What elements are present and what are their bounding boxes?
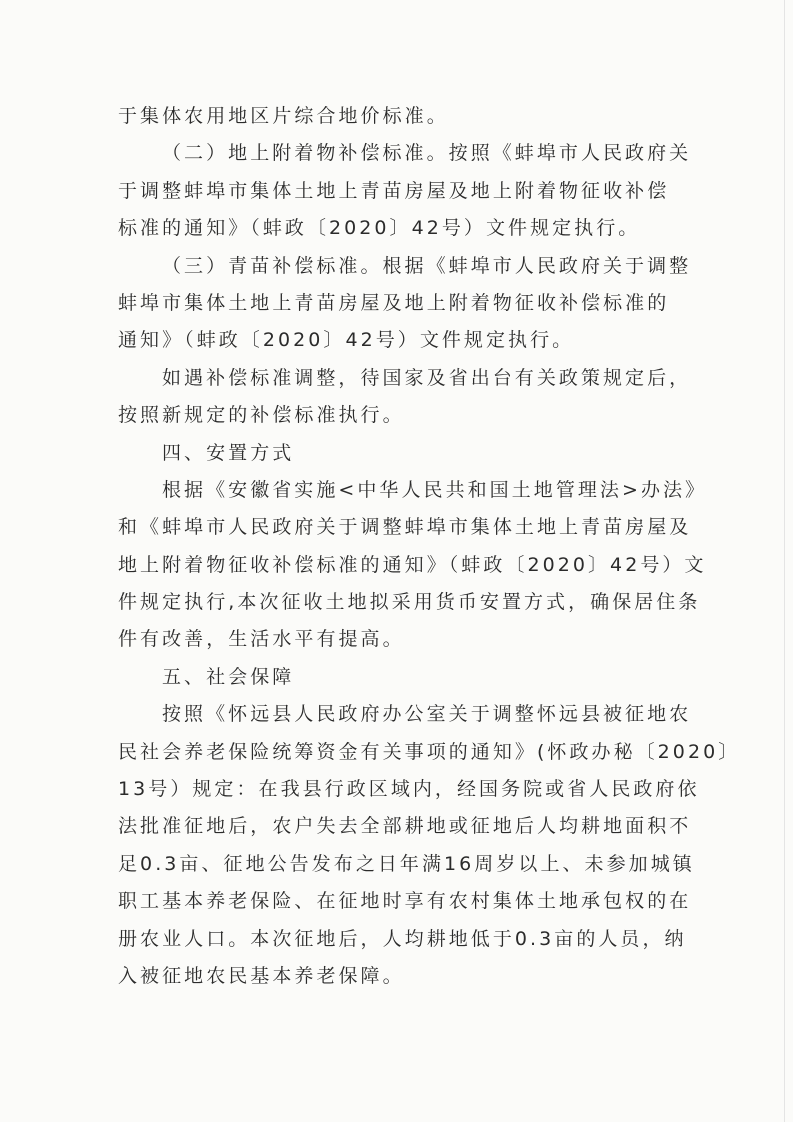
body-line-13: 地上附着物征收补偿标准的通知》（蚌政〔2020〕42号）文 [118,553,707,576]
body-line-8: 如遇补偿标准调整，待国家及省出台有关政策规定后， [162,366,692,389]
body-line-2: （二）地上附着物补偿标准。按照《蚌埠市人民政府关 [162,142,692,165]
body-line-18: 民社会养老保险统筹资金有关事项的通知》(怀政办秘〔2020〕 [118,740,741,763]
body-line-15: 件有改善，生活水平有提高。 [118,628,405,651]
body-line-12: 和《蚌埠市人民政府关于调整蚌埠市集体土地上青苗房屋及 [118,516,692,539]
body-line-9: 按照新规定的补偿标准执行。 [118,404,405,427]
body-line-22: 职工基本养老保险、在征地时享有农村集体土地承包权的在 [118,890,692,913]
body-line-4: 标准的通知》（蚌政〔2020〕42号）文件规定执行。 [118,217,641,240]
body-line-6: 蚌埠市集体土地上青苗房屋及地上附着物征收补偿标准的 [118,291,670,314]
section-heading-resettlement: 四、安置方式 [162,441,295,464]
body-line-3: 于调整蚌埠市集体土地上青苗房屋及地上附着物征收补偿 [118,179,670,202]
body-line-5: （三）青苗补偿标准。根据《蚌埠市人民政府关于调整 [162,254,692,277]
body-line-21: 足0.3亩、征地公告发布之日年满16周岁以上、未参加城镇 [118,852,695,875]
body-line-24: 入被征地农民基本养老保障。 [118,964,405,987]
body-line-20: 法批准征地后，农户失去全部耕地或征地后人均耕地面积不 [118,815,692,838]
body-line-11: 根据《安徽省实施<中华人民共和国土地管理法>办法》 [162,478,708,501]
page-edge-divider [784,0,785,1122]
body-line-23: 册农业人口。本次征地后，人均耕地低于0.3亩的人员，纳 [118,927,687,950]
body-line-14: 件规定执行,本次征收土地拟采用货币安置方式，确保居住条 [118,591,701,614]
body-line-17: 按照《怀远县人民政府办公室关于调整怀远县被征地农 [162,703,692,726]
body-line-7: 通知》（蚌政〔2020〕42号）文件规定执行。 [118,329,575,352]
body-line-19: 13号）规定：在我县行政区域内，经国务院或省人民政府依 [118,778,700,801]
document-body [118,98,741,995]
body-line-1: 于集体农用地区片综合地价标准。 [118,105,449,127]
section-heading-social-security: 五、社会保障 [162,665,295,688]
